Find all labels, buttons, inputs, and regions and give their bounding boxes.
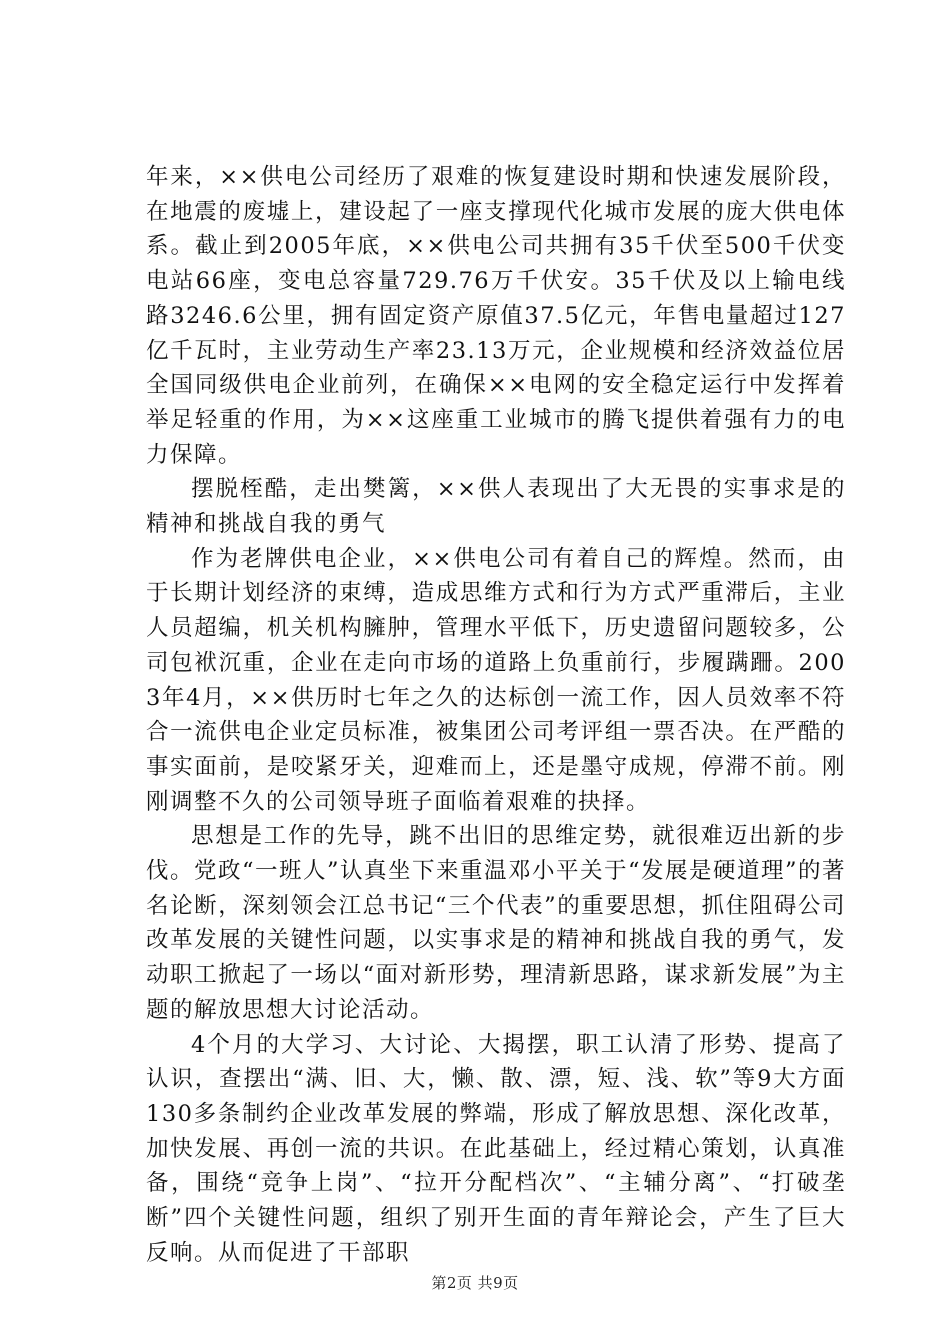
paragraph-section-heading: 摆脱桎酷，走出樊篱，××供人表现出了大无畏的实事求是的精神和挑战自我的勇气 (146, 476, 846, 538)
paragraph: 作为老牌供电企业，××供电公司有着自己的辉煌。然而，由于长期计划经济的束缚，造成思维方式和行为方式严重滞后，主业人员超编，机关机构臃肿，管理水平低下，历史遗留问题较多，公司包袱沉重，企业在走向市场的道路上负重前行，步履蹒跚。2003年4月，××供历时七年之久的达标创一流工作，因人员效率不符合一流供电企业定员标准，被集团公司考评组一票否决。在严酷的事实面前，是咬紧牙关，迎难而上，还是墨守成规，停滞不前。刚刚调整不久的公司领导班子面临着艰难的抉择。 (146, 545, 846, 815)
paragraph-continuation: 年来，××供电公司经历了艰难的恢复建设时期和快速发展阶段，在地震的废墟上，建设起了一座支撑现代化城市发展的庞大供电体系。截止到2005年底，××供电公司共拥有35千伏至500千伏变电站66座，变电总容量729.76万千伏安。35千伏及以上输电线路3246.6公里，拥有固定资产原值37.5亿元，年售电量超过127亿千瓦时，主业劳动生产率23.13万元，企业规模和经济效益位居全国同级供电企业前列，在确保××电网的安全稳定运行中发挥着举足轻重的作用，为××这座重工业城市的腾飞提供着强有力的电力保障。 (146, 164, 846, 468)
paragraph: 思想是工作的先导，跳不出旧的思维定势，就很难迈出新的步伐。党政“一班人”认真坐下来重温邓小平关于“发展是硬道理”的著名论断，深刻领会江总书记“三个代表”的重要思想，抓住阻碍公司改革发展的关键性问题，以实事求是的精神和挑战自我的勇气，发动职工掀起了一场以“面对新形势，理清新思路，谋求新发展”为主题的解放思想大讨论活动。 (146, 823, 847, 1023)
page-number-footer: 第2页 共9页 (431, 1274, 519, 1292)
document-body (146, 160, 846, 1271)
paragraph: 4个月的大学习、大讨论、大揭摆，职工认清了形势、提高了认识，查摆出“满、旧、大，懒、散、漂，短、浅、软”等9大方面130多条制约企业改革发展的弊端，形成了解放思想、深化改革，加快发展、再创一流的共识。在此基础上，经过精心策划，认真准备，围绕“竞争上岗”、“拉开分配档次”、“主辅分离”、“打破垄断”四个关键性问题，组织了别开生面的青年辩论会，产生了巨大反响。从而促进了干部职 (146, 1031, 846, 1266)
